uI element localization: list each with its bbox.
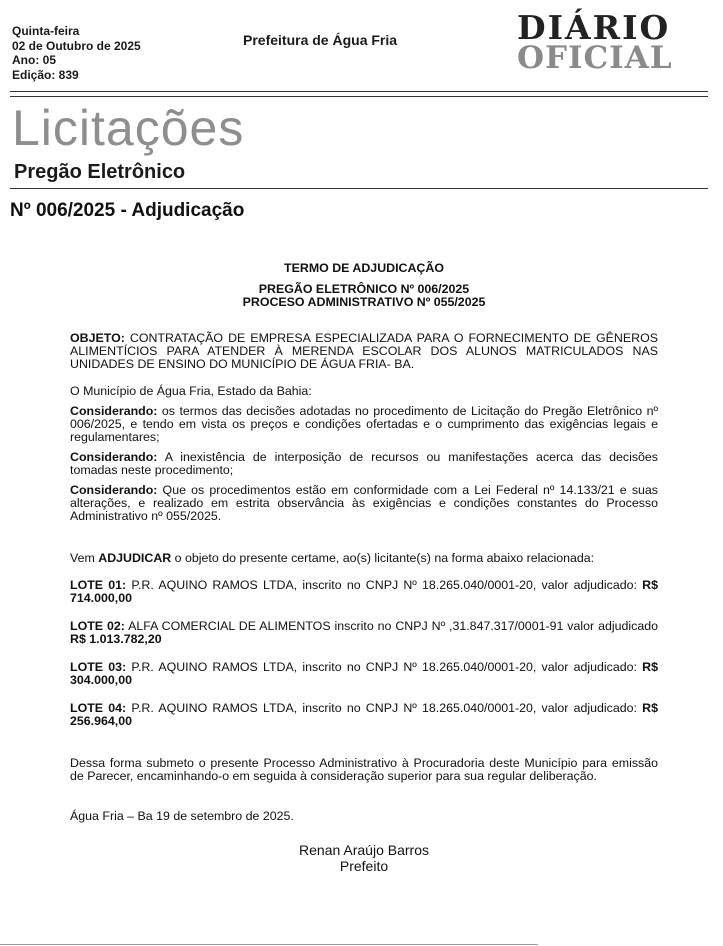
signature-block <box>70 843 658 874</box>
signer-title: Prefeito <box>339 857 389 874</box>
considerando-text: A inexistência de interposição de recursos ou manifestações acerca das decisões tomadas neste procedimento; <box>70 450 658 477</box>
document-title: Nº 006/2025 - Adjudicação <box>10 200 245 221</box>
considerando-label: Considerando: <box>70 483 158 497</box>
lote-text: P.R. AQUINO RAMOS LTDA, inscrito no CNPJ Nº 18.265.040/0001-20, valor adjudicado: <box>126 578 643 592</box>
lote-label: LOTE 03: <box>70 660 127 674</box>
lote-text: ALFA COMERCIAL DE ALIMENTOS inscrito no CNPJ Nº ,31.847.317/0001-91 valor adjudicado <box>124 619 659 633</box>
lote-02 <box>70 620 658 646</box>
diario-oficial-logo <box>517 8 673 76</box>
section-divider <box>10 188 708 189</box>
heading-processo: PROCESO ADMINISTRATIVO Nº 055/2025 <box>242 295 486 309</box>
lote-text: P.R. AQUINO RAMOS LTDA, inscrito no CNPJ Nº 18.265.040/0001-20, valor adjudicado: <box>126 660 643 674</box>
header-info <box>12 24 141 82</box>
objeto-text: CONTRATAÇÃO DE EMPRESA ESPECIALIZADA PARA O FORNECIMENTO DE GÊNEROS ALIMENTÍCIOS PARA ATENDER À MERENDA ESCOLAR DOS ALUNOS MATRICULADOS NAS UNIDADES DE ENSINO DO MUNICÍPIO DE ÁGUA FRIA- BA. <box>70 331 658 371</box>
publisher: Prefeitura de Água Fria <box>243 32 398 48</box>
vem-suffix: o objeto do presente certame, ao(s) licitante(s) na forma abaixo relacionada: <box>171 551 595 565</box>
lote-label: LOTE 01: <box>70 578 127 592</box>
considerando-label: Considerando: <box>70 404 158 418</box>
header-divider <box>10 91 708 97</box>
lote-label: LOTE 02: <box>70 619 125 633</box>
year-label: Ano: 05 <box>12 53 57 67</box>
edition-label: Edição: 839 <box>12 67 79 82</box>
heading-termo: TERMO DE ADJUDICAÇÃO <box>284 261 444 275</box>
vem-prefix: Vem <box>70 551 99 565</box>
lote-label: LOTE 04: <box>70 701 127 715</box>
document-body <box>70 262 658 874</box>
section-subtitle: Pregão Eletrônico <box>14 161 186 183</box>
adjudicar-paragraph <box>70 552 658 565</box>
considerando-2 <box>70 451 658 477</box>
heading-pregao: PREGÃO ELETRÔNICO Nº 006/2025 <box>258 282 470 296</box>
adjudicar-word: ADJUDICAR <box>98 551 172 565</box>
considerando-1 <box>70 405 658 444</box>
municipio-line: O Município de Água Fria, Estado da Bahia: <box>70 384 312 398</box>
issue-date: 02 de Outubro de 2025 <box>12 38 141 53</box>
closing-paragraph: Dessa forma submeto o presente Processo Administrativo à Procuradoria deste Município para emissão de Parecer, encaminhando-o em seguida à consideração superior para sua regular deliberação. <box>70 756 658 783</box>
considerando-text: os termos das decisões adotadas no procedimento de Licitação do Pregão Eletrônico nº 006/2025, e tendo em vista os preços e condições ofertadas e o cumprimento das exigências legais e regulamentares; <box>70 404 658 444</box>
footer-divider <box>0 944 538 945</box>
lote-03 <box>70 661 658 687</box>
lote-valor: R$ 304.000,00 <box>70 660 659 687</box>
lote-04 <box>70 702 658 728</box>
lote-valor: R$ 256.964,00 <box>70 701 659 728</box>
lote-valor: R$ 714.000,00 <box>70 578 659 605</box>
logo-line-2: OFICIAL <box>517 40 673 76</box>
weekday: Quinta-feira <box>12 24 80 38</box>
lote-01 <box>70 579 658 605</box>
objeto-paragraph <box>70 332 658 371</box>
section-title: Licitações <box>12 100 245 156</box>
lote-valor: R$ 1.013.782,20 <box>70 632 162 646</box>
considerando-label: Considerando: <box>70 450 158 464</box>
considerando-3 <box>70 484 658 523</box>
signer-name: Renan Araújo Barros <box>299 842 429 858</box>
lote-text: P.R. AQUINO RAMOS LTDA, inscrito no CNPJ Nº 18.265.040/0001-20, valor adjudicado: <box>126 701 643 715</box>
considerando-text: Que os procedimentos estão em conformidade com a Lei Federal nº 14.133/21 e suas alterações, e realizado em estrita observância às exigências e condições constantes do Processo Administrativo nº 055/2025. <box>70 483 658 523</box>
objeto-label: OBJETO: <box>70 331 125 345</box>
logo-line-1: DIÁRIO <box>517 8 671 47</box>
place-date: Água Fria – Ba 19 de setembro de 2025. <box>70 809 294 823</box>
